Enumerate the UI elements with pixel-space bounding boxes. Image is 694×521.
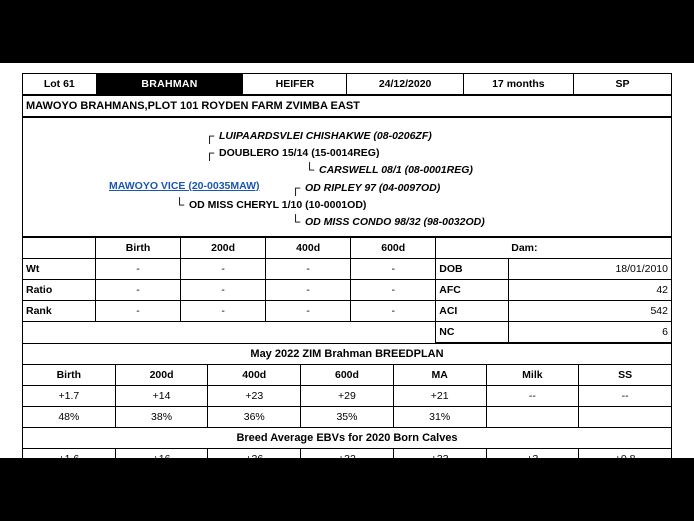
dam-panel-label (436, 238, 509, 259)
table-row (23, 386, 672, 407)
sire-sire-name: LUIPAARDSVLEI CHISHAKWE (08-0206ZF) (219, 130, 432, 142)
ebv-ma: +21 (393, 386, 486, 407)
breeder-line: MAWOYO BRAHMANS,PLOT 101 ROYDEN FARM ZVIMBA EAST (23, 96, 672, 117)
ebv-col-200d: 200d (115, 365, 208, 386)
avg-600d: +32 (301, 449, 394, 470)
catalogue-entry (22, 73, 672, 491)
dam-nc-label: NC (436, 322, 509, 343)
ebv-col-ma: MA (393, 365, 486, 386)
avg-ma: +33 (393, 449, 486, 470)
ratio-600d: - (351, 280, 436, 301)
bracket-top-icon: ┌ (205, 128, 215, 143)
weights-table (22, 237, 672, 343)
dam-name: OD MISS CHERYL 1/10 (10-0001OD) (189, 199, 367, 211)
dam-aci-value: 542 (508, 301, 671, 322)
avg-milk: +3 (486, 449, 579, 470)
acc-200d: 38% (115, 407, 208, 428)
table-row (23, 280, 672, 301)
table-row (23, 74, 672, 95)
breed-average-title: Breed Average EBVs for 2020 Born Calves (23, 428, 672, 449)
row-label-wt: Wt (23, 259, 96, 280)
acc-400d: 36% (208, 407, 301, 428)
ebv-col-600d: 600d (301, 365, 394, 386)
rank-200d: - (181, 301, 266, 322)
ebv-col-ss: SS (579, 365, 672, 386)
weights-corner (23, 238, 96, 259)
dam-aci-label: ACI (436, 301, 509, 322)
table-row (23, 365, 672, 386)
table-row (23, 301, 672, 322)
ebv-ss: -- (579, 386, 672, 407)
pedigree-table (22, 117, 672, 237)
breedplan-table (22, 343, 672, 491)
table-row (23, 428, 672, 449)
header-table (22, 73, 672, 95)
breedplan-title: May 2022 ZIM Brahman BREEDPLAN (23, 344, 672, 365)
ebv-400d: +23 (208, 386, 301, 407)
wt-200d: - (181, 259, 266, 280)
breed-banner: BRAHMAN (96, 74, 243, 95)
ebv-col-400d: 400d (208, 365, 301, 386)
table-row (23, 449, 672, 470)
birthdate-cell: 24/12/2020 (347, 74, 463, 95)
row-label-ratio: Ratio (23, 280, 96, 301)
table-row (23, 118, 672, 237)
ebv-200d: +14 (115, 386, 208, 407)
acc-ma: 31% (393, 407, 486, 428)
acc-ss (579, 407, 672, 428)
rank-400d: - (266, 301, 351, 322)
ebv-600d: +29 (301, 386, 394, 407)
rank-birth: - (95, 301, 180, 322)
avg-ss: +0.8 (579, 449, 672, 470)
row-label-rank: Rank (23, 301, 96, 322)
ebv-col-birth: Birth (23, 365, 116, 386)
table-row (23, 344, 672, 365)
dam-dob-label: DOB (436, 259, 509, 280)
table-row (23, 259, 672, 280)
acc-600d: 35% (301, 407, 394, 428)
dam-afc-value: 42 (508, 280, 671, 301)
wt-birth: - (95, 259, 180, 280)
sex-cell: HEIFER (243, 74, 347, 95)
ratio-400d: - (266, 280, 351, 301)
rank-600d: - (351, 301, 436, 322)
avg-200d: +16 (115, 449, 208, 470)
wt-600d: - (351, 259, 436, 280)
acc-birth: 48% (23, 407, 116, 428)
document-page (0, 63, 694, 486)
table-row (23, 470, 672, 491)
dam-sire-name: OD RIPLEY 97 (04-0097OD) (305, 182, 441, 194)
ebv-milk: -- (486, 386, 579, 407)
dam-dam-name: OD MISS CONDO 98/32 (98-0032OD) (305, 216, 485, 228)
dam-nc-value: 6 (508, 322, 671, 343)
table-row (23, 322, 672, 343)
ebv-birth: +1.7 (23, 386, 116, 407)
breeder-table (22, 95, 672, 117)
ratio-birth: - (95, 280, 180, 301)
lot-number: Lot 61 (23, 74, 97, 95)
avg-birth: +1.6 (23, 449, 116, 470)
footnote: Vice is another daughter to sire 15-0014 REG and 10-0001OD as the dam (23, 470, 672, 491)
ebv-col-milk: Milk (486, 365, 579, 386)
wt-400d: - (266, 259, 351, 280)
acc-milk (486, 407, 579, 428)
dam-dob-value: 18/01/2010 (508, 259, 671, 280)
col-400d: 400d (266, 238, 351, 259)
pedigree-chart (23, 118, 671, 236)
animal-name-link[interactable]: MAWOYO VICE (20-0035MAW) (109, 180, 260, 192)
ratio-200d: - (181, 280, 266, 301)
table-row (23, 407, 672, 428)
age-cell: 17 months (463, 74, 573, 95)
avg-400d: +26 (208, 449, 301, 470)
col-birth: Birth (95, 238, 180, 259)
bracket-dam-bottom-icon: └ (291, 214, 301, 229)
sire-name: DOUBLERO 15/14 (15-0014REG) (219, 147, 380, 159)
col-200d: 200d (181, 238, 266, 259)
class-cell: SP (573, 74, 671, 95)
bracket-bottom-icon: └ (305, 162, 315, 177)
bracket-dam-top-icon: ┌ (291, 180, 301, 195)
sire-dam-name: CARSWELL 08/1 (08-0001REG) (319, 164, 473, 176)
table-row (23, 96, 672, 117)
dam-panel-title: Dam: (508, 238, 671, 259)
col-600d: 600d (351, 238, 436, 259)
bracket-sire-icon: ┌ (205, 145, 215, 160)
bracket-dam-icon: └ (175, 197, 185, 212)
dam-afc-label: AFC (436, 280, 509, 301)
table-row (23, 238, 672, 259)
